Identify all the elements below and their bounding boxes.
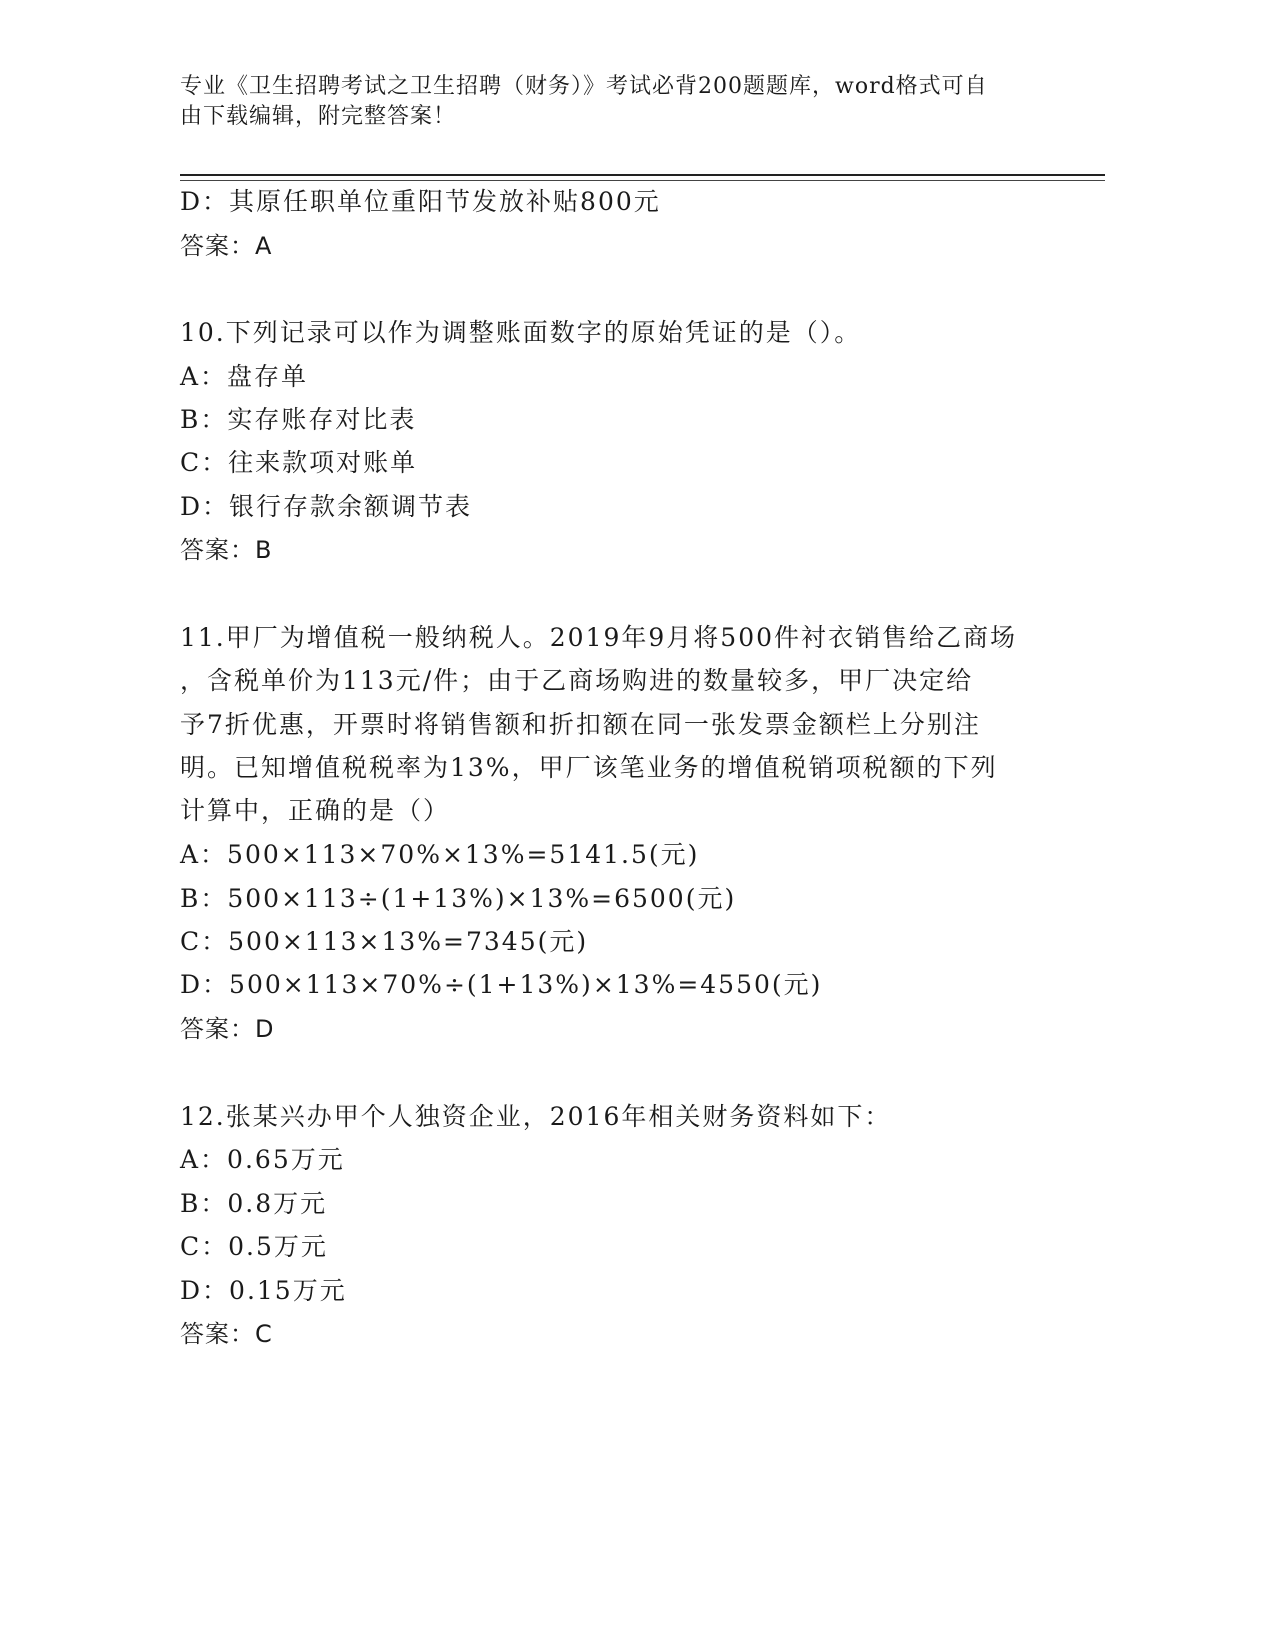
q12-option-d: D：0.15万元 bbox=[180, 1276, 347, 1305]
document-header bbox=[180, 72, 1060, 132]
header-line-1: 专业《卫生招聘考试之卫生招聘（财务）》考试必背200题题库，word格式可自 bbox=[180, 74, 988, 99]
q10-stem: 10.下列记录可以作为调整账面数字的原始凭证的是（）。 bbox=[180, 318, 862, 347]
q12-option-c: C：0.5万元 bbox=[180, 1232, 328, 1261]
header-divider-thick bbox=[180, 174, 1105, 176]
q12-stem: 12.张某兴办甲个人独资企业，2016年相关财务资料如下： bbox=[180, 1102, 892, 1131]
header-divider-thin bbox=[180, 180, 1105, 181]
q9-answer: 答案：A bbox=[180, 232, 273, 260]
q12-answer: 答案：C bbox=[180, 1320, 273, 1348]
q11-stem-line-5: 计算中，正确的是（） bbox=[180, 796, 451, 825]
q12-option-a: A：0.65万元 bbox=[180, 1145, 345, 1174]
q10-option-b: B：实存账存对比表 bbox=[180, 405, 417, 434]
q11-option-a: A：500×113×70%×13%=5141.5(元) bbox=[180, 840, 700, 869]
q11-stem-line-2: ，含税单价为113元/件；由于乙商场购进的数量较多，甲厂决定给 bbox=[180, 666, 974, 695]
q11-option-d: D：500×113×70%÷(1+13%)×13%=4550(元) bbox=[180, 970, 823, 999]
q11-stem-line-3: 予7折优惠，开票时将销售额和折扣额在同一张发票金额栏上分别注 bbox=[180, 710, 981, 739]
q11-stem-line-4: 明。已知增值税税率为13%，甲厂该笔业务的增值税销项税额的下列 bbox=[180, 753, 998, 782]
q10-answer: 答案：B bbox=[180, 536, 273, 564]
q11-stem-line-1: 11.甲厂为增值税一般纳税人。2019年9月将500件衬衣销售给乙商场 bbox=[180, 623, 1018, 652]
q10-option-d: D：银行存款余额调节表 bbox=[180, 492, 473, 521]
header-line-2: 由下载编辑，附完整答案！ bbox=[180, 104, 457, 129]
q12-option-b: B：0.8万元 bbox=[180, 1189, 328, 1218]
q10-option-c: C：往来款项对账单 bbox=[180, 448, 418, 477]
q10-option-a: A：盘存单 bbox=[180, 362, 309, 391]
q9-option-d: D：其原任职单位重阳节发放补贴800元 bbox=[180, 187, 661, 216]
q11-option-b: B：500×113÷(1+13%)×13%=6500(元) bbox=[180, 884, 737, 913]
q11-option-c: C：500×113×13%=7345(元) bbox=[180, 927, 589, 956]
q11-answer: 答案：D bbox=[180, 1015, 275, 1043]
